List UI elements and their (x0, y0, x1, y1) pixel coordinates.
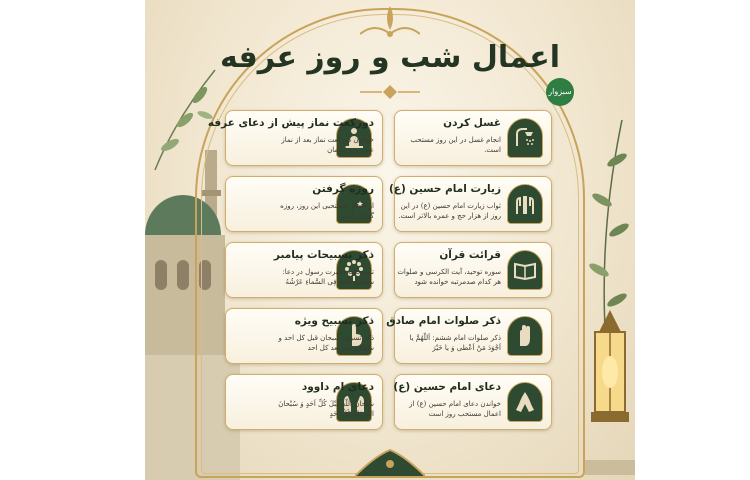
card-dua-umm-dawood (225, 374, 383, 430)
card-title: ذکر تسبیح ویژه (294, 315, 374, 327)
card-description: تسبیحات حضرت رسول در دعا: سُبْحانَ الَّذى فِى السَّماءِ عَرْشُهُ (282, 268, 374, 286)
card-quran-recitation (394, 242, 552, 298)
card-icon-box (507, 316, 543, 356)
raised-hand-icon (513, 324, 537, 348)
card-description: سُبْحانَ اللّهِ قَبْلَ كُلِّ اَحَدٍ وَ سُبْحانَ اللّهِ بَعْدَ كُلِّ اَحَدٍ (278, 400, 374, 418)
card-description: ذکر تسبیح: سبحان قبل کل احد و سبحان الله بعد کل احد (278, 334, 374, 352)
brand-logo: سبزوار (546, 78, 574, 106)
card-prophet-tasbihat (225, 242, 383, 298)
card-icon-box (507, 250, 543, 290)
card-special-tasbih (225, 308, 383, 364)
card-dua-imam-hussein (394, 374, 552, 430)
poster (145, 0, 635, 480)
card-ziyarat-imam-hussein (389, 176, 552, 232)
card-description: خواندن دورکعت نماز بعد از نماز عصر زیر آسمان (281, 136, 374, 154)
card-description: از اعمال مستحبی این روز، روزه گرفتن است (280, 202, 374, 220)
card-ghusl (394, 110, 552, 166)
quran-book-icon (513, 258, 537, 282)
open-hands-icon (513, 192, 537, 216)
card-icon-box (507, 118, 543, 158)
card-title: دعای ام داوود (301, 381, 374, 393)
card-salawat-imam-sadiq (386, 308, 552, 364)
title-divider-ornament (360, 84, 420, 100)
card-title: دعای امام حسین (ع) (393, 381, 501, 393)
card-title: ذکر صلوات امام صادق (386, 315, 501, 327)
card-icon-box (507, 382, 543, 422)
lantern-illustration (585, 310, 635, 475)
folded-hands-icon (513, 390, 537, 414)
card-title: قرائت قرآن (439, 249, 501, 261)
card-description: انجام غسل در این روز مستحب است. (410, 136, 501, 154)
card-icon-box (507, 184, 543, 224)
bottom-ornament (355, 446, 425, 480)
card-title: زیارت امام حسین (ع) (389, 183, 501, 195)
card-description: ثواب زیارت امام حسین (ع) در این روز از هزار حج و عمره بالاتر است. (398, 202, 501, 220)
top-ornament (360, 4, 420, 40)
card-title: غسل کردن (443, 117, 501, 129)
card-title: روزه گرفتن (312, 183, 374, 195)
card-fasting (225, 176, 383, 232)
card-title: دورکعت نماز پیش از دعای عرفه (207, 117, 374, 129)
card-description: سوره توحید، آیت الکرسی و صلوات هر کدام صدمرتبه خوانده شود (397, 268, 501, 286)
page-title: اعمال شب و روز عرفه (219, 40, 561, 75)
card-two-rakat-prayer (207, 110, 383, 166)
shower-icon (513, 126, 537, 150)
card-description: ذکر صلوات امام ششم: اَللّهُمَّ یا اَجْوَدَ مَنْ اَعْطى وَ یا خَیْرَ (409, 334, 501, 352)
card-description: خواندن دعای امام حسین (ع) از اعمال مستحب روز است (409, 400, 501, 418)
card-title: ذکر تسبیحات پیامبر (273, 249, 374, 261)
